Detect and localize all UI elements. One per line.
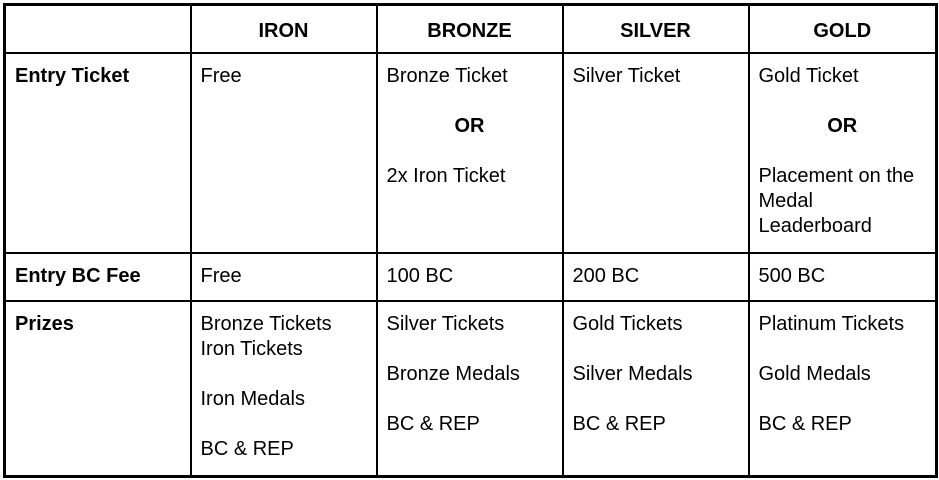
cell-entry-fee-iron: Free <box>191 253 377 301</box>
row-label-prizes: Prizes <box>5 301 191 476</box>
prizes-bronze-tickets: Silver Tickets <box>386 313 505 335</box>
corner-cell <box>5 5 191 54</box>
entry-ticket-gold-or: OR <box>827 115 858 137</box>
cell-entry-fee-bronze: 100 BC <box>377 253 563 301</box>
prizes-iron-currency: BC & REP <box>200 438 294 460</box>
table-row-prizes <box>5 301 937 476</box>
tier-header-bronze: BRONZE <box>377 5 563 54</box>
cell-prizes-iron <box>191 301 377 476</box>
prizes-gold-medals: Gold Medals <box>758 363 871 385</box>
row-label-entry-fee: Entry BC Fee <box>5 253 191 301</box>
prizes-silver-tickets: Gold Tickets <box>572 313 683 335</box>
tier-header-gold: GOLD <box>749 5 937 54</box>
prizes-bronze-medals: Bronze Medals <box>386 363 520 385</box>
cell-prizes-silver <box>563 301 749 476</box>
entry-ticket-bronze-option-1: Bronze Ticket <box>386 65 508 87</box>
cell-prizes-gold <box>749 301 937 476</box>
entry-ticket-gold-option-2: Placement on the Medal Leaderboard <box>758 165 915 237</box>
cell-entry-ticket-silver: Silver Ticket <box>563 53 749 253</box>
prizes-gold-tickets: Platinum Tickets <box>758 313 905 335</box>
tier-comparison-table <box>3 3 938 478</box>
table-header-row <box>5 5 937 54</box>
cell-prizes-bronze <box>377 301 563 476</box>
tier-header-iron: IRON <box>191 5 377 54</box>
prizes-iron-tickets-1: Bronze Tickets <box>200 313 332 335</box>
table-row-entry-fee <box>5 253 937 301</box>
row-label-entry-ticket: Entry Ticket <box>5 53 191 253</box>
entry-ticket-gold-option-1: Gold Ticket <box>758 65 859 87</box>
prizes-bronze-currency: BC & REP <box>386 413 480 435</box>
cell-entry-ticket-bronze <box>377 53 563 253</box>
prizes-iron-medals: Iron Medals <box>200 388 305 410</box>
cell-entry-fee-gold: 500 BC <box>749 253 937 301</box>
table-row-entry-ticket <box>5 53 937 253</box>
prizes-iron-tickets-2: Iron Tickets <box>200 338 303 360</box>
cell-entry-ticket-gold <box>749 53 937 253</box>
cell-entry-ticket-iron: Free <box>191 53 377 253</box>
tier-header-silver: SILVER <box>563 5 749 54</box>
entry-ticket-bronze-option-2: 2x Iron Ticket <box>386 165 506 187</box>
prizes-silver-currency: BC & REP <box>572 413 666 435</box>
entry-ticket-bronze-or: OR <box>454 115 485 137</box>
prizes-silver-medals: Silver Medals <box>572 363 693 385</box>
prizes-gold-currency: BC & REP <box>758 413 852 435</box>
cell-entry-fee-silver: 200 BC <box>563 253 749 301</box>
